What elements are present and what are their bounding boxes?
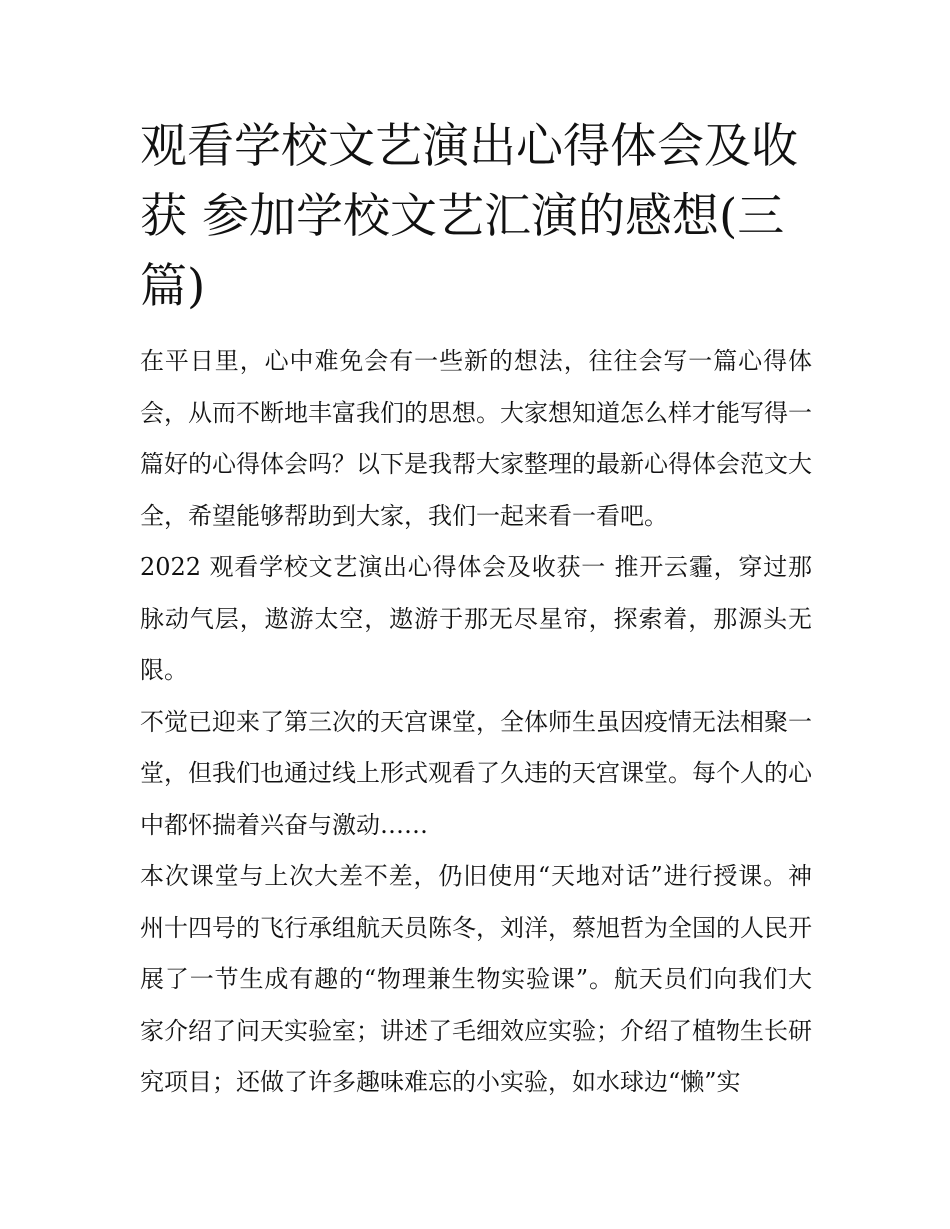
paragraph-tiangong-class: 不觉已迎来了第三次的天宫课堂，全体师生虽因疫情无法相聚一堂，但我们也通过线上形式观看了久违的天宫课堂。每个人的心中都怀揣着兴奋与激动…… [140, 707, 812, 839]
paragraph-class-content: 本次课堂与上次大差不差，仍旧使用“天地对话”进行授课。神州十四号的飞行承组航天员陈冬，刘洋，蔡旭哲为全国的人民开展了一节生成有趣的“物理兼生物实验课”。航天员们向我们大家介绍了问天实验室；讲述了毛细效应实验；介绍了植物生长研究项目；还做了许多趣味难忘的小实验，如水球边“懒”实 [140, 862, 812, 1096]
document-title: 观看学校文艺演出心得体会及收获 参加学校文艺汇演的感想(三篇) [140, 119, 798, 314]
document-page [140, 112, 812, 1109]
paragraph-essay-one-opening: 2022 观看学校文艺演出心得体会及收获一 推开云霾，穿过那脉动气层，遨游太空，遨游于那无尽星帘，探索着，那源头无限。 [140, 553, 812, 684]
paragraph-intro: 在平日里，心中难免会有一些新的想法，往往会写一篇心得体会，从而不断地丰富我们的思想。大家想知道怎么样才能写得一篇好的心得体会吗？以下是我帮大家整理的最新心得体会范文大全，希望能够帮助到大家，我们一起来看一看吧。 [140, 347, 812, 530]
